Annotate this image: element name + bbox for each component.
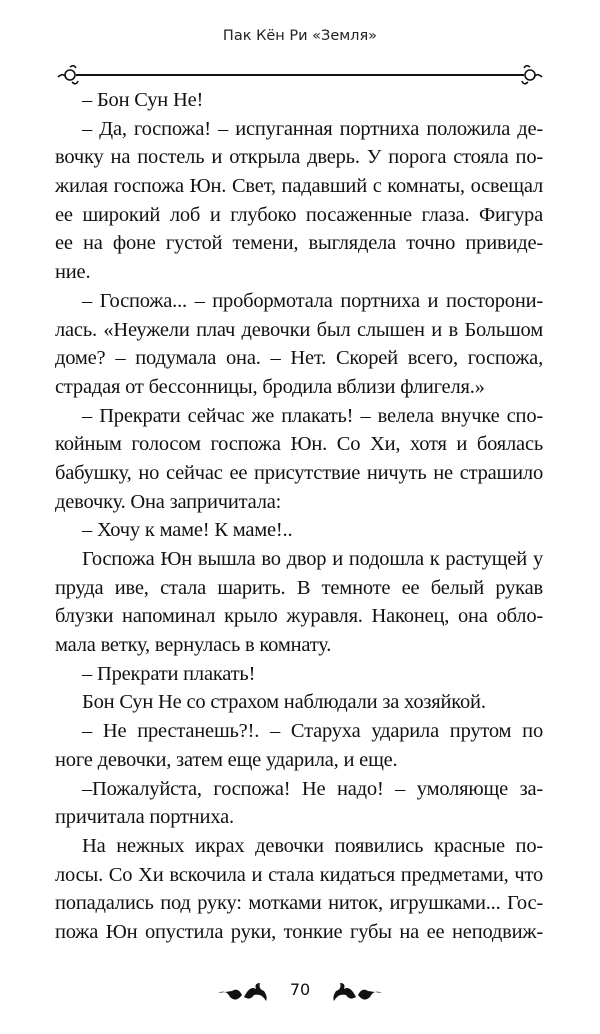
text-line: – Не престанешь?!. – Старуха ударила прутом по	[82, 720, 543, 743]
text-line: – Прекрати плакать!	[82, 662, 256, 685]
text-line: – Госпожа... – пробормотала портниха и посторони-	[82, 289, 543, 312]
text-line: пожа Юн опустила руки, тонкие губы на ее неподвиж-	[55, 920, 543, 943]
text-line: койным голосом госпожа Юн. Со Хи, хотя и боялась	[55, 433, 543, 456]
text-line: мала ветку, вернулась в комнату.	[55, 634, 332, 657]
text-line: доме? – подумала она. – Нет. Скорей всего, госпожа,	[55, 347, 543, 370]
text-line: лась. «Неужели плач девочки был слышен и в Большом	[55, 318, 543, 341]
text-line: девочку. Она запричитала:	[55, 490, 282, 513]
text-line: – Хочу к маме! К маме!..	[82, 519, 293, 542]
text-line: жилая госпожа Юн. Свет, падавший с комнаты, освещал	[55, 175, 543, 198]
header-ornament-rule	[56, 62, 544, 88]
text-line: ние.	[55, 261, 91, 284]
flourish-right-icon	[522, 66, 542, 84]
text-line: ее на фоне густой темени, выглядела точно привиде-	[55, 232, 543, 255]
text-line: На нежных икрах девочки появились красные по-	[82, 834, 543, 857]
text-line: – Прекрати сейчас же плакать! – велела внучке спо-	[82, 404, 543, 427]
text-line: Бон Сун Не со страхом наблюдали за хозяйкой.	[82, 691, 486, 714]
text-line: Госпожа Юн вышла во двор и подошла к растущей у	[82, 548, 543, 570]
text-line: ее широкий лоб и глубоко посаженные глаза. Фигура	[55, 203, 543, 226]
text-line: –Пожалуйста, госпожа! Не надо! – умоляюще за-	[82, 777, 543, 800]
text-line: лосы. Со Хи вскочила и стала кидаться предметами, что	[55, 863, 543, 886]
page-number: 70	[289, 980, 311, 999]
text-line: вочку на постель и открыла дверь. У порога стояла по-	[55, 146, 543, 169]
text-line: ноге девочки, затем еще ударила, и еще.	[55, 748, 398, 771]
text-line: страдая от бессонницы, бродила вблизи флигеля.»	[55, 375, 485, 398]
page-body-text	[55, 86, 543, 947]
running-header: Пак Кён Ри «Земля»	[222, 28, 378, 44]
text-line: блузки напоминал крыло журавля. Наконец, она обло-	[55, 605, 543, 628]
text-line: пруда иве, стала шарить. В темноте ее белый рукав	[55, 576, 543, 599]
flourish-left-icon	[58, 66, 78, 84]
text-line: причитала портниха.	[55, 806, 234, 829]
page-footer	[0, 975, 600, 1009]
text-line: – Бон Сун Не!	[82, 89, 204, 111]
text-line: попадались под руку: мотками ниток, игрушками... Гос-	[55, 892, 543, 915]
text-line: бабушку, но сейчас ее присутствие ничуть не страшило	[55, 461, 543, 484]
flourish-right-icon	[330, 981, 384, 1003]
text-line: – Да, госпожа! – испуганная портниха положила де-	[82, 117, 543, 140]
